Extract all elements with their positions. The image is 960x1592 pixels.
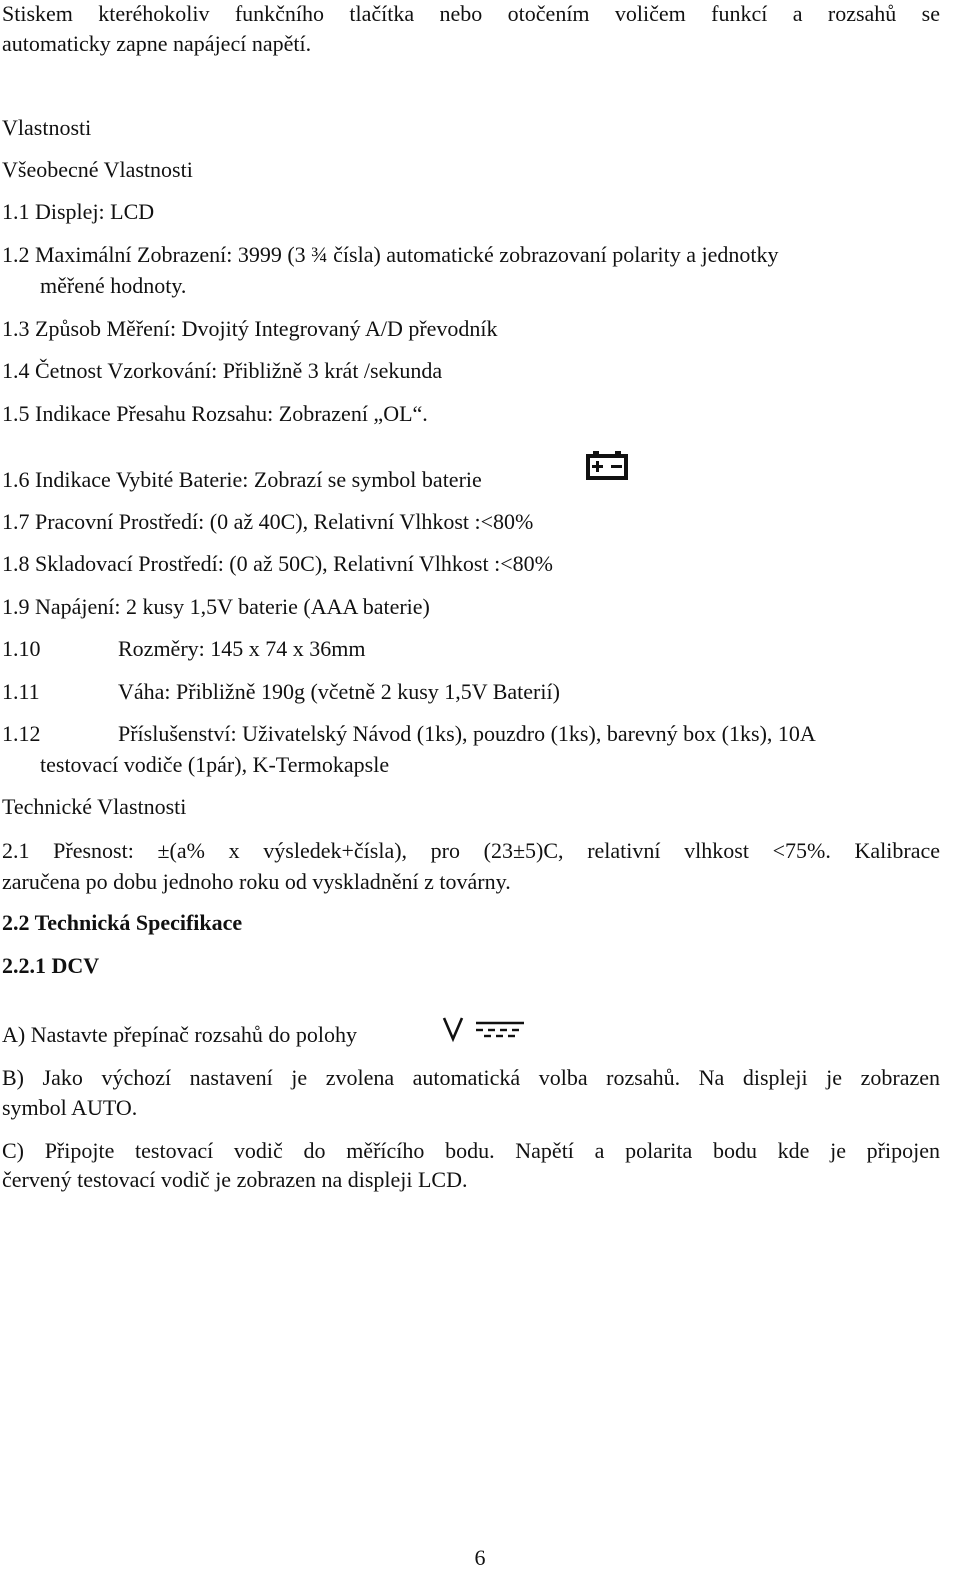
heading-2-2-1: 2.2.1 DCV xyxy=(2,953,100,978)
item-1-9: 1.9 Napájení: 2 kusy 1,5V baterie (AAA baterie) xyxy=(2,594,430,619)
page-number: 6 xyxy=(474,1545,486,1570)
step-b-line-1: B) Jako výchozí nastavení je zvolena automatická volba rozsahů. Na displeji je zobrazen xyxy=(2,1065,940,1090)
item-1-10-text: Rozměry: 145 x 74 x 36mm xyxy=(118,636,366,661)
paragraph-2-1-line-2: zaručena po dobu jednoho roku od vyskladnění z továrny. xyxy=(2,869,511,894)
item-1-6: 1.6 Indikace Vybité Baterie: Zobrazí se symbol baterie xyxy=(2,467,482,492)
item-1-4: 1.4 Četnost Vzorkování: Přibližně 3 krát /sekunda xyxy=(2,358,443,383)
item-1-12-cont: testovací vodiče (1pár), K-Termokapsle xyxy=(40,752,390,777)
heading-vlastnosti: Vlastnosti xyxy=(2,115,92,140)
paragraph-2-1-line-1: 2.1 Přesnost: ±(a% x výsledek+čísla), pro (23±5)C, relativní vlhkost <75%. Kalibrace xyxy=(2,838,940,863)
item-1-8: 1.8 Skladovací Prostředí: (0 až 50C), Relativní Vlhkost :<80% xyxy=(2,551,553,576)
item-1-3: 1.3 Způsob Měření: Dvojitý Integrovaný A/D převodník xyxy=(2,316,498,341)
intro-line-1: Stiskem kteréhokoliv funkčního tlačítka nebo otočením voličem funkcí a rozsahů se xyxy=(2,1,940,26)
step-c-line-2: červený testovací vodič je zobrazen na displeji LCD. xyxy=(2,1167,468,1192)
item-1-10-number: 1.10 xyxy=(2,636,41,661)
step-a: A) Nastavte přepínač rozsahů do polohy xyxy=(2,1022,357,1047)
dc-voltage-icon xyxy=(442,1015,526,1043)
step-c-line-1: C) Připojte testovací vodič do měřícího bodu. Napětí a polarita bodu kde je připojen xyxy=(2,1138,940,1163)
item-1-11-text: Váha: Přibližně 190g (včetně 2 kusy 1,5V Baterií) xyxy=(118,679,560,704)
item-1-2: 1.2 Maximální Zobrazení: 3999 (3 ¾ čísla) automatické zobrazovaní polarity a jednotky xyxy=(2,242,779,267)
item-1-11-number: 1.11 xyxy=(2,679,40,704)
heading-technicke-vlastnosti: Technické Vlastnosti xyxy=(2,794,187,819)
intro-line-2: automaticky zapne napájecí napětí. xyxy=(2,31,312,56)
heading-2-2: 2.2 Technická Specifikace xyxy=(2,910,243,935)
step-b-line-2: symbol AUTO. xyxy=(2,1095,138,1120)
item-1-12-text: Příslušenství: Uživatelský Návod (1ks), pouzdro (1ks), barevný box (1ks), 10A xyxy=(118,721,816,746)
item-1-2-cont: měřené hodnoty. xyxy=(40,273,187,298)
heading-vseobecne-vlastnosti: Všeobecné Vlastnosti xyxy=(2,157,193,182)
item-1-7: 1.7 Pracovní Prostředí: (0 až 40C), Relativní Vlhkost :<80% xyxy=(2,509,534,534)
battery-icon xyxy=(586,450,628,480)
item-1-12-number: 1.12 xyxy=(2,721,41,746)
item-1-5: 1.5 Indikace Přesahu Rozsahu: Zobrazení „OL“. xyxy=(2,401,428,426)
item-1-1: 1.1 Displej: LCD xyxy=(2,199,155,224)
